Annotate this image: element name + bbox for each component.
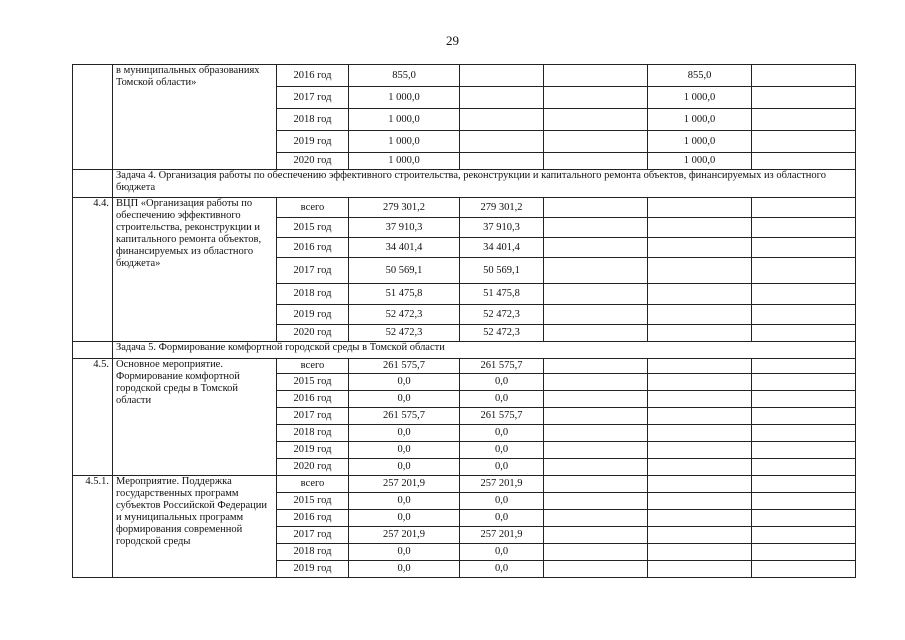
value-cell: 1 000,0 [349, 153, 460, 170]
value-cell [544, 561, 648, 578]
value-cell [544, 109, 648, 131]
value-cell: 0,0 [460, 425, 544, 442]
value-cell: 0,0 [349, 374, 460, 391]
value-cell [752, 218, 856, 238]
value-cell [648, 238, 752, 258]
value-cell [544, 87, 648, 109]
value-cell: 0,0 [349, 493, 460, 510]
value-cell: 1 000,0 [349, 109, 460, 131]
year-cell: 2020 год [277, 325, 349, 342]
value-cell [648, 442, 752, 459]
table-row [73, 359, 856, 374]
value-cell [544, 425, 648, 442]
year-cell: 2016 год [277, 391, 349, 408]
value-cell [460, 153, 544, 170]
value-cell: 855,0 [648, 65, 752, 87]
year-cell: 2018 год [277, 425, 349, 442]
year-cell: 2019 год [277, 442, 349, 459]
value-cell: 34 401,4 [349, 238, 460, 258]
value-cell: 51 475,8 [349, 284, 460, 305]
value-cell [544, 153, 648, 170]
task-row [73, 342, 856, 359]
value-cell [544, 374, 648, 391]
value-cell [752, 544, 856, 561]
value-cell [648, 359, 752, 374]
value-cell [460, 109, 544, 131]
value-cell [544, 359, 648, 374]
year-cell: 2018 год [277, 284, 349, 305]
value-cell: 52 472,3 [460, 325, 544, 342]
item-number: 4.4. [73, 198, 113, 342]
year-cell: 2019 год [277, 305, 349, 325]
value-cell [752, 284, 856, 305]
value-cell [544, 408, 648, 425]
year-cell: 2015 год [277, 218, 349, 238]
year-cell: 2016 год [277, 510, 349, 527]
value-cell [544, 258, 648, 284]
item-description: Мероприятие. Поддержка государственных программ субъектов Российской Федерации и муниципальных программ формирования современной городской среды [113, 476, 277, 578]
value-cell: 0,0 [460, 374, 544, 391]
item-description: Основное мероприятие. Формирование комфортной городской среды в Томской области [113, 359, 277, 476]
item-description: ВЦП «Организация работы по обеспечению эффективного строительства, реконструкции и капитального ремонта объектов, финансируемых из областного бюджета» [113, 198, 277, 342]
value-cell [752, 87, 856, 109]
year-cell: 2015 год [277, 374, 349, 391]
value-cell: 52 472,3 [349, 325, 460, 342]
year-cell: 2017 год [277, 408, 349, 425]
year-cell: 2020 год [277, 153, 349, 170]
item-number: 4.5. [73, 359, 113, 476]
task-number-cell [73, 342, 113, 359]
value-cell [544, 544, 648, 561]
value-cell [544, 527, 648, 544]
value-cell [648, 493, 752, 510]
value-cell [752, 442, 856, 459]
item-number [73, 65, 113, 170]
table-row [73, 476, 856, 493]
value-cell [544, 65, 648, 87]
value-cell: 50 569,1 [460, 258, 544, 284]
task-heading: Задача 5. Формирование комфортной городской среды в Томской области [113, 342, 856, 359]
value-cell [460, 65, 544, 87]
value-cell [544, 198, 648, 218]
item-number: 4.5.1. [73, 476, 113, 578]
value-cell: 0,0 [460, 510, 544, 527]
value-cell [544, 476, 648, 493]
value-cell: 0,0 [460, 442, 544, 459]
value-cell [752, 408, 856, 425]
table-row [73, 65, 856, 87]
value-cell [752, 198, 856, 218]
value-cell: 279 301,2 [460, 198, 544, 218]
value-cell [752, 476, 856, 493]
value-cell [752, 425, 856, 442]
value-cell: 52 472,3 [349, 305, 460, 325]
task-heading: Задача 4. Организация работы по обеспечению эффективного строительства, реконструкции и капитального ремонта объектов, финансируемых из областного бюджета [113, 170, 856, 198]
value-cell: 1 000,0 [349, 131, 460, 153]
year-cell: всего [277, 476, 349, 493]
value-cell [648, 544, 752, 561]
value-cell: 0,0 [460, 459, 544, 476]
value-cell [752, 305, 856, 325]
value-cell: 0,0 [460, 544, 544, 561]
table-body [73, 65, 856, 578]
value-cell: 0,0 [460, 391, 544, 408]
value-cell [544, 442, 648, 459]
year-cell: 2017 год [277, 87, 349, 109]
value-cell [544, 493, 648, 510]
value-cell: 1 000,0 [648, 109, 752, 131]
value-cell: 0,0 [349, 425, 460, 442]
value-cell [648, 325, 752, 342]
value-cell [752, 459, 856, 476]
value-cell [752, 153, 856, 170]
value-cell: 855,0 [349, 65, 460, 87]
value-cell [544, 131, 648, 153]
value-cell [648, 425, 752, 442]
year-cell: 2018 год [277, 544, 349, 561]
value-cell [648, 459, 752, 476]
value-cell: 37 910,3 [460, 218, 544, 238]
value-cell: 50 569,1 [349, 258, 460, 284]
value-cell [752, 359, 856, 374]
value-cell [752, 238, 856, 258]
value-cell [648, 510, 752, 527]
value-cell [544, 305, 648, 325]
value-cell [648, 476, 752, 493]
value-cell: 261 575,7 [349, 359, 460, 374]
value-cell [544, 238, 648, 258]
value-cell: 257 201,9 [349, 527, 460, 544]
value-cell [648, 374, 752, 391]
value-cell: 51 475,8 [460, 284, 544, 305]
value-cell [544, 391, 648, 408]
value-cell [648, 408, 752, 425]
task-number-cell [73, 170, 113, 198]
value-cell: 1 000,0 [648, 131, 752, 153]
year-cell: всего [277, 198, 349, 218]
value-cell [544, 510, 648, 527]
value-cell [544, 459, 648, 476]
value-cell [752, 131, 856, 153]
value-cell: 0,0 [349, 544, 460, 561]
value-cell [752, 510, 856, 527]
value-cell: 257 201,9 [460, 476, 544, 493]
value-cell: 34 401,4 [460, 238, 544, 258]
value-cell: 0,0 [349, 442, 460, 459]
value-cell [752, 325, 856, 342]
value-cell [648, 391, 752, 408]
value-cell [752, 391, 856, 408]
year-cell: 2016 год [277, 65, 349, 87]
value-cell [544, 284, 648, 305]
value-cell [648, 527, 752, 544]
value-cell: 0,0 [349, 391, 460, 408]
value-cell: 0,0 [460, 561, 544, 578]
year-cell: 2020 год [277, 459, 349, 476]
value-cell [460, 87, 544, 109]
year-cell: 2017 год [277, 258, 349, 284]
value-cell: 0,0 [349, 510, 460, 527]
value-cell [752, 527, 856, 544]
value-cell [648, 258, 752, 284]
year-cell: 2015 год [277, 493, 349, 510]
value-cell [752, 493, 856, 510]
task-row [73, 170, 856, 198]
value-cell: 1 000,0 [648, 153, 752, 170]
value-cell: 261 575,7 [460, 408, 544, 425]
value-cell [544, 218, 648, 238]
value-cell [752, 258, 856, 284]
year-cell: 2016 год [277, 238, 349, 258]
value-cell [752, 109, 856, 131]
year-cell: всего [277, 359, 349, 374]
value-cell [648, 198, 752, 218]
value-cell: 261 575,7 [349, 408, 460, 425]
value-cell: 1 000,0 [349, 87, 460, 109]
value-cell [648, 284, 752, 305]
value-cell: 0,0 [349, 459, 460, 476]
value-cell: 1 000,0 [648, 87, 752, 109]
value-cell: 257 201,9 [460, 527, 544, 544]
value-cell [752, 561, 856, 578]
value-cell [648, 218, 752, 238]
value-cell: 0,0 [349, 561, 460, 578]
year-cell: 2017 год [277, 527, 349, 544]
year-cell: 2018 год [277, 109, 349, 131]
budget-table [72, 64, 856, 578]
value-cell [752, 65, 856, 87]
value-cell [460, 131, 544, 153]
table-row [73, 198, 856, 218]
value-cell: 279 301,2 [349, 198, 460, 218]
value-cell: 52 472,3 [460, 305, 544, 325]
value-cell: 261 575,7 [460, 359, 544, 374]
value-cell [648, 561, 752, 578]
value-cell [752, 374, 856, 391]
value-cell: 0,0 [460, 493, 544, 510]
item-description: в муниципальных образованиях Томской области» [113, 65, 277, 170]
value-cell [648, 305, 752, 325]
value-cell: 257 201,9 [349, 476, 460, 493]
value-cell [544, 325, 648, 342]
year-cell: 2019 год [277, 131, 349, 153]
page-number: 29 [446, 33, 459, 48]
year-cell: 2019 год [277, 561, 349, 578]
value-cell: 37 910,3 [349, 218, 460, 238]
